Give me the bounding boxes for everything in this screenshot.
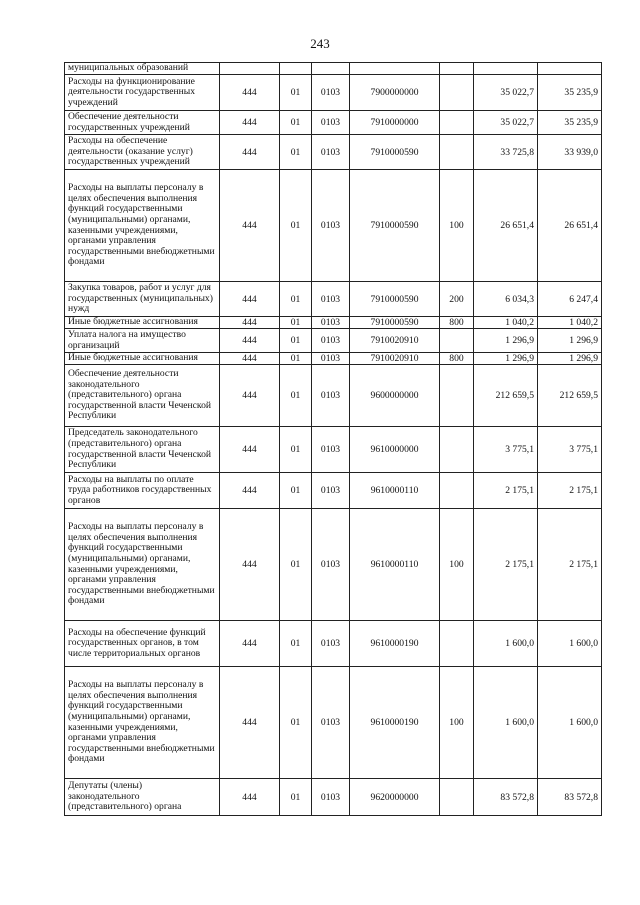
row-name-cell: Закупка товаров, работ и услуг для государственных (муниципальных) нужд bbox=[65, 282, 220, 317]
table-row bbox=[65, 353, 602, 365]
budget-table bbox=[64, 62, 602, 816]
amount-year2-cell: 83 572,8 bbox=[538, 779, 602, 816]
ministry-code-cell: 444 bbox=[220, 473, 280, 509]
amount-year1-cell: 33 725,8 bbox=[474, 135, 538, 170]
amount-year1-cell: 3 775,1 bbox=[474, 427, 538, 473]
table-body bbox=[65, 63, 602, 816]
subsection-cell: 0103 bbox=[312, 317, 350, 329]
table-row bbox=[65, 75, 602, 111]
table-row bbox=[65, 135, 602, 170]
amount-year1-cell: 2 175,1 bbox=[474, 473, 538, 509]
target-article-cell: 7910000590 bbox=[350, 282, 440, 317]
ministry-code-cell: 444 bbox=[220, 75, 280, 111]
target-article-cell: 9600000000 bbox=[350, 365, 440, 427]
table-row bbox=[65, 473, 602, 509]
subsection-cell: 0103 bbox=[312, 427, 350, 473]
table-row bbox=[65, 509, 602, 621]
expense-type-cell: 100 bbox=[440, 170, 474, 282]
amount-year2-cell: 33 939,0 bbox=[538, 135, 602, 170]
expense-type-cell bbox=[440, 473, 474, 509]
row-name-cell: Иные бюджетные ассигнования bbox=[65, 317, 220, 329]
subsection-cell: 0103 bbox=[312, 135, 350, 170]
amount-year1-cell: 2 175,1 bbox=[474, 509, 538, 621]
target-article-cell: 9610000190 bbox=[350, 667, 440, 779]
target-article-cell: 7910000000 bbox=[350, 111, 440, 135]
row-name-cell: Расходы на выплаты персоналу в целях обеспечения выполнения функций государственными (муниципальными) органами, казенными учреждениями, органами управления государственными внебюджетными фондами bbox=[65, 509, 220, 621]
ministry-code-cell: 444 bbox=[220, 667, 280, 779]
subsection-cell: 0103 bbox=[312, 111, 350, 135]
ministry-code-cell: 444 bbox=[220, 353, 280, 365]
expense-type-cell bbox=[440, 427, 474, 473]
row-name-cell: Обеспечение деятельности государственных учреждений bbox=[65, 111, 220, 135]
amount-year2-cell: 1 600,0 bbox=[538, 621, 602, 667]
row-name-cell: Обеспечение деятельности законодательного (представительного) органа государственной власти Чеченской Республики bbox=[65, 365, 220, 427]
amount-year2-cell: 6 247,4 bbox=[538, 282, 602, 317]
expense-type-cell: 200 bbox=[440, 282, 474, 317]
target-article-cell: 7900000000 bbox=[350, 75, 440, 111]
expense-type-cell bbox=[440, 329, 474, 353]
amount-year1-cell: 83 572,8 bbox=[474, 779, 538, 816]
table-row bbox=[65, 667, 602, 779]
section-cell: 01 bbox=[280, 509, 312, 621]
amount-year1-cell: 6 034,3 bbox=[474, 282, 538, 317]
row-name-cell: Расходы на выплаты персоналу в целях обеспечения выполнения функций государственными (муниципальными) органами, казенными учреждениями, органами управления государственными внебюджетными фондами bbox=[65, 667, 220, 779]
section-cell: 01 bbox=[280, 427, 312, 473]
table-row bbox=[65, 170, 602, 282]
subsection-cell: 0103 bbox=[312, 282, 350, 317]
expense-type-cell bbox=[440, 779, 474, 816]
row-name-cell: Расходы на функционирование деятельности государственных учреждений bbox=[65, 75, 220, 111]
amount-year1-cell: 1 600,0 bbox=[474, 621, 538, 667]
section-cell: 01 bbox=[280, 667, 312, 779]
ministry-code-cell: 444 bbox=[220, 111, 280, 135]
subsection-cell: 0103 bbox=[312, 329, 350, 353]
table-row bbox=[65, 365, 602, 427]
amount-year1-cell: 35 022,7 bbox=[474, 75, 538, 111]
ministry-code-cell: 444 bbox=[220, 621, 280, 667]
row-name-cell: Уплата налога на имущество организаций bbox=[65, 329, 220, 353]
target-article-cell: 7910000590 bbox=[350, 170, 440, 282]
section-cell: 01 bbox=[280, 353, 312, 365]
amount-year2-cell: 1 296,9 bbox=[538, 329, 602, 353]
expense-type-cell bbox=[440, 365, 474, 427]
subsection-cell: 0103 bbox=[312, 509, 350, 621]
section-cell: 01 bbox=[280, 779, 312, 816]
expense-type-cell: 100 bbox=[440, 667, 474, 779]
row-name-cell: муниципальных образований bbox=[65, 63, 220, 75]
ministry-code-cell: 444 bbox=[220, 170, 280, 282]
ministry-code-cell bbox=[220, 63, 280, 75]
amount-year2-cell: 1 600,0 bbox=[538, 667, 602, 779]
amount-year1-cell: 26 651,4 bbox=[474, 170, 538, 282]
ministry-code-cell: 444 bbox=[220, 509, 280, 621]
row-name-cell: Расходы на выплаты персоналу в целях обеспечения выполнения функций государственными (муниципальными) органами, казенными учреждениями, органами управления государственными внебюджетными фондами bbox=[65, 170, 220, 282]
amount-year2-cell: 1 296,9 bbox=[538, 353, 602, 365]
table-row bbox=[65, 111, 602, 135]
table-row bbox=[65, 779, 602, 816]
amount-year2-cell bbox=[538, 63, 602, 75]
amount-year1-cell: 212 659,5 bbox=[474, 365, 538, 427]
amount-year1-cell: 1 296,9 bbox=[474, 329, 538, 353]
section-cell: 01 bbox=[280, 135, 312, 170]
amount-year2-cell: 2 175,1 bbox=[538, 509, 602, 621]
subsection-cell: 0103 bbox=[312, 365, 350, 427]
ministry-code-cell: 444 bbox=[220, 317, 280, 329]
expense-type-cell bbox=[440, 111, 474, 135]
target-article-cell: 7910020910 bbox=[350, 329, 440, 353]
target-article-cell: 9610000110 bbox=[350, 509, 440, 621]
row-name-cell: Расходы на обеспечение деятельности (оказание услуг) государственных учреждений bbox=[65, 135, 220, 170]
subsection-cell: 0103 bbox=[312, 779, 350, 816]
target-article-cell: 7910020910 bbox=[350, 353, 440, 365]
section-cell: 01 bbox=[280, 317, 312, 329]
row-name-cell: Депутаты (члены) законодательного (представительного) органа bbox=[65, 779, 220, 816]
subsection-cell: 0103 bbox=[312, 667, 350, 779]
expense-type-cell: 800 bbox=[440, 353, 474, 365]
amount-year2-cell: 26 651,4 bbox=[538, 170, 602, 282]
subsection-cell: 0103 bbox=[312, 473, 350, 509]
table-row bbox=[65, 317, 602, 329]
ministry-code-cell: 444 bbox=[220, 135, 280, 170]
ministry-code-cell: 444 bbox=[220, 282, 280, 317]
section-cell: 01 bbox=[280, 329, 312, 353]
row-name-cell: Председатель законодательного (представительного) органа государственной власти Чеченской Республики bbox=[65, 427, 220, 473]
section-cell: 01 bbox=[280, 111, 312, 135]
target-article-cell: 9610000000 bbox=[350, 427, 440, 473]
subsection-cell: 0103 bbox=[312, 75, 350, 111]
section-cell: 01 bbox=[280, 365, 312, 427]
section-cell: 01 bbox=[280, 473, 312, 509]
target-article-cell: 7910000590 bbox=[350, 317, 440, 329]
amount-year2-cell: 1 040,2 bbox=[538, 317, 602, 329]
target-article-cell: 9610000190 bbox=[350, 621, 440, 667]
row-name-cell: Расходы на обеспечение функций государственных органов, в том числе территориальных органов bbox=[65, 621, 220, 667]
amount-year1-cell: 1 040,2 bbox=[474, 317, 538, 329]
table-row bbox=[65, 63, 602, 75]
subsection-cell: 0103 bbox=[312, 170, 350, 282]
amount-year1-cell: 1 600,0 bbox=[474, 667, 538, 779]
subsection-cell bbox=[312, 63, 350, 75]
target-article-cell bbox=[350, 63, 440, 75]
expense-type-cell: 100 bbox=[440, 509, 474, 621]
amount-year2-cell: 2 175,1 bbox=[538, 473, 602, 509]
table-row bbox=[65, 329, 602, 353]
target-article-cell: 9610000110 bbox=[350, 473, 440, 509]
row-name-cell: Иные бюджетные ассигнования bbox=[65, 353, 220, 365]
page-number: 243 bbox=[310, 36, 330, 51]
section-cell: 01 bbox=[280, 282, 312, 317]
ministry-code-cell: 444 bbox=[220, 365, 280, 427]
section-cell: 01 bbox=[280, 621, 312, 667]
table-row bbox=[65, 282, 602, 317]
table-row bbox=[65, 427, 602, 473]
section-cell bbox=[280, 63, 312, 75]
expense-type-cell: 800 bbox=[440, 317, 474, 329]
subsection-cell: 0103 bbox=[312, 621, 350, 667]
section-cell: 01 bbox=[280, 75, 312, 111]
table-row bbox=[65, 621, 602, 667]
expense-type-cell bbox=[440, 75, 474, 111]
amount-year2-cell: 3 775,1 bbox=[538, 427, 602, 473]
amount-year2-cell: 35 235,9 bbox=[538, 111, 602, 135]
section-cell: 01 bbox=[280, 170, 312, 282]
amount-year2-cell: 212 659,5 bbox=[538, 365, 602, 427]
expense-type-cell bbox=[440, 621, 474, 667]
ministry-code-cell: 444 bbox=[220, 427, 280, 473]
target-article-cell: 9620000000 bbox=[350, 779, 440, 816]
amount-year1-cell: 35 022,7 bbox=[474, 111, 538, 135]
amount-year1-cell: 1 296,9 bbox=[474, 353, 538, 365]
row-name-cell: Расходы на выплаты по оплате труда работников государственных органов bbox=[65, 473, 220, 509]
subsection-cell: 0103 bbox=[312, 353, 350, 365]
expense-type-cell bbox=[440, 135, 474, 170]
ministry-code-cell: 444 bbox=[220, 329, 280, 353]
ministry-code-cell: 444 bbox=[220, 779, 280, 816]
amount-year1-cell bbox=[474, 63, 538, 75]
amount-year2-cell: 35 235,9 bbox=[538, 75, 602, 111]
expense-type-cell bbox=[440, 63, 474, 75]
target-article-cell: 7910000590 bbox=[350, 135, 440, 170]
